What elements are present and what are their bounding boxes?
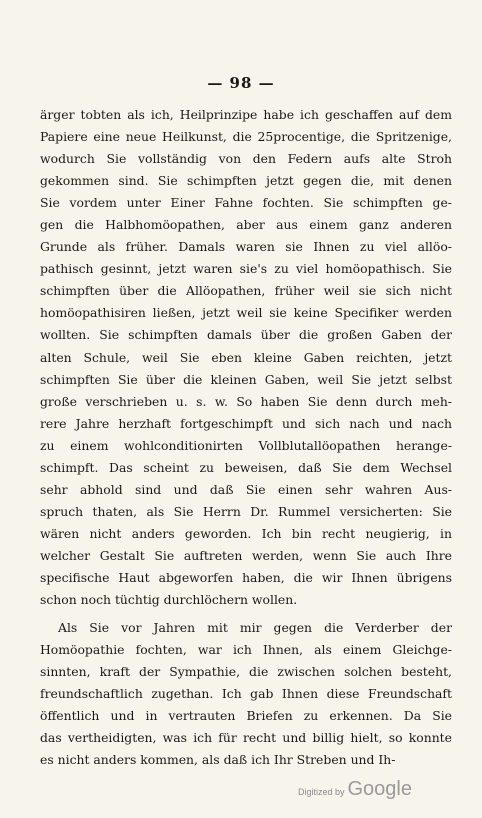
text-line: schimpft. Das scheint zu beweisen, daß Sie dem Wechsel bbox=[40, 459, 452, 475]
text-line: Grunde als früher. Damals waren sie Ihnen zu viel allöo- bbox=[40, 239, 452, 255]
page-number-header: — 98 — bbox=[207, 74, 275, 92]
text-line: gekommen sind. Sie schimpften jetzt gegen die, mit denen bbox=[40, 173, 452, 189]
text-line: Als Sie vor Jahren mit mir gegen die Verderber der bbox=[58, 620, 452, 636]
text-line: schimpften Sie über die kleinen Gaben, weil Sie jetzt selbst bbox=[40, 371, 452, 387]
watermark-prefix: Digitized by bbox=[297, 787, 345, 797]
text-line: freundschaftlich zugethan. Ich gab Ihnen diese Freundschaft bbox=[40, 686, 452, 702]
text-line: homöopathisiren ließen, jetzt weil sie keine Specifiker werden bbox=[40, 305, 452, 321]
text-line: spruch thaten, als Sie Herrn Dr. Rummel versicherten: Sie bbox=[40, 503, 452, 519]
text-line: große verschrieben u. s. w. So haben Sie denn durch meh- bbox=[40, 393, 452, 409]
google-logo: Google bbox=[347, 778, 412, 800]
text-line: alten Schule, weil Sie eben kleine Gaben reichten, jetzt bbox=[40, 349, 452, 365]
digitized-watermark bbox=[298, 778, 412, 801]
text-line: wodurch Sie vollständig von den Federn aufs alte Stroh bbox=[40, 151, 452, 167]
text-line: Sie vordem unter Einer Fahne fochten. Sie schimpften ge- bbox=[40, 195, 452, 211]
text-line: schimpften über die Allöopathen, früher weil sie sich nicht bbox=[40, 283, 452, 299]
text-line: specifische Haut abgeworfen haben, die wir Ihnen übrigens bbox=[40, 569, 452, 585]
text-line: Homöopathie fochten, war ich Ihnen, als einem Gleichge- bbox=[40, 642, 452, 658]
text-line: ärger tobten als ich, Heilprinzipe habe ich geschaffen auf dem bbox=[40, 107, 452, 122]
text-line: welcher Gestalt Sie auftreten werden, wenn Sie auch Ihre bbox=[40, 547, 452, 563]
text-line: öffentlich und in vertrauten Briefen zu erkennen. Da Sie bbox=[40, 708, 452, 724]
text-line: Papiere eine neue Heilkunst, die 25procentige, die Spritzenige, bbox=[40, 129, 452, 145]
body-text bbox=[40, 104, 452, 771]
text-line: sehr abhold sind und daß Sie einen sehr wahren Aus- bbox=[40, 481, 452, 497]
text-line: schon noch tüchtig durchlöchern wollen. bbox=[40, 592, 298, 608]
text-line: wollten. Sie schimpften damals über die großen Gaben der bbox=[40, 327, 452, 343]
text-line: rere Jahre herzhaft fortgeschimpft und sich nach und nach bbox=[40, 415, 452, 431]
text-line: pathisch gesinnt, jetzt waren sie's zu viel homöopathisch. Sie bbox=[40, 261, 452, 277]
text-line: wären nicht anders geworden. Ich bin recht neugierig, in bbox=[40, 525, 452, 541]
text-line: das vertheidigten, was ich für recht und billig hielt, so konnte bbox=[40, 730, 452, 746]
text-line: sinnten, kraft der Sympathie, die zwischen solchen besteht, bbox=[40, 664, 452, 680]
text-line: gen die Halbhomöopathen, aber aus einem ganz anderen bbox=[40, 217, 452, 233]
text-line: es nicht anders kommen, als daß ich Ihr Streben und Ih- bbox=[40, 752, 396, 768]
text-line: zu einem wohlconditionirten Vollblutallöopathen herange- bbox=[40, 437, 452, 453]
